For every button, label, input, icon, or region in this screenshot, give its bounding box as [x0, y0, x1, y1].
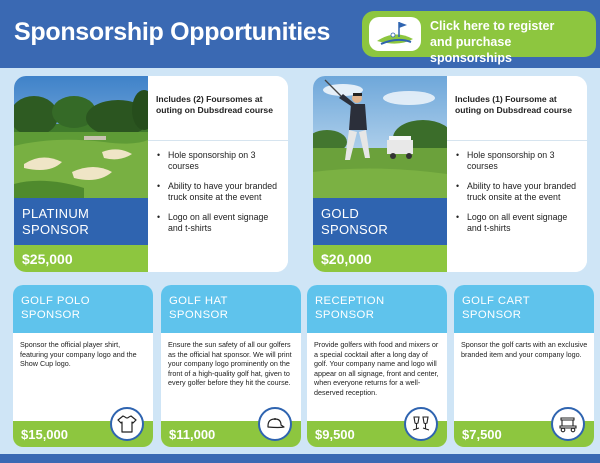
gold-sponsor-card	[313, 76, 587, 272]
tier-description	[447, 76, 587, 272]
golf-polo-sponsor-card	[13, 285, 153, 447]
tier-price: $20,000	[313, 245, 447, 272]
package-title-line1: GOLF POLO	[21, 295, 90, 307]
benefit-item: • Logo on all event signage and t-shirts	[156, 212, 284, 234]
package-price: $7,500	[462, 427, 502, 442]
tier-price: $25,000	[14, 245, 148, 272]
includes-text: Includes (2) Foursomes at outing on Dubsdread course	[156, 94, 273, 115]
register-button[interactable]	[362, 11, 596, 65]
footer-bar	[0, 454, 600, 463]
package-description: Sponsor the official player shirt, featuring your company logo and the Show Cup logo.	[20, 340, 137, 369]
benefit-item: • Logo on all event signage and t-shirts	[455, 212, 583, 234]
package-title-line2: SPONSOR	[21, 309, 81, 321]
register-label-line2: and purchase sponsorships	[430, 35, 512, 65]
divider	[447, 140, 587, 141]
includes-text: Includes (1) Foursome at outing on Dubsdread course	[455, 94, 572, 115]
tier-name-line1: GOLD	[321, 206, 360, 221]
package-title-line1: RECEPTION	[315, 295, 385, 307]
toast-icon	[404, 407, 438, 441]
package-description: Provide golfers with food and mixers or a special cocktail after a long day of golf. Your company name and logo will appear on all signage, front and center, when everyone returns for a well-deserved reception.	[314, 340, 439, 397]
page-title: Sponsorship Opportunities	[14, 18, 331, 46]
shirt-icon	[110, 407, 144, 441]
page-header	[0, 0, 600, 68]
package-title-line2: SPONSOR	[462, 309, 522, 321]
package-title	[13, 285, 153, 333]
golfer-photo	[313, 76, 447, 198]
benefit-item: • Ability to have your branded truck onsite at the event	[455, 181, 583, 203]
golf-cart-icon	[551, 407, 585, 441]
package-title-line1: GOLF CART	[462, 295, 531, 307]
divider	[148, 140, 288, 141]
register-label-line1: Click here to register	[430, 19, 555, 33]
benefit-item: • Hole sponsorship on 3 courses	[455, 150, 583, 172]
tier-name-line1: PLATINUM	[22, 206, 90, 221]
tier-name-line2: SPONSOR	[22, 222, 90, 237]
tier-description	[148, 76, 288, 272]
tier-label	[313, 198, 447, 245]
package-title-line2: SPONSOR	[169, 309, 229, 321]
tier-name-line2: SPONSOR	[321, 222, 389, 237]
package-title	[161, 285, 301, 333]
package-description: Ensure the sun safety of all our golfers as the official hat sponsor. We will print your company logo prominently on the front of a high-quality golf hat, given to every golfer before they hit the course.	[168, 340, 292, 388]
golf-logo-icon	[369, 17, 421, 51]
package-description: Sponsor the golf carts with an exclusive branded item and your company logo.	[461, 340, 588, 359]
package-title-line2: SPONSOR	[315, 309, 375, 321]
reception-sponsor-card	[307, 285, 447, 447]
benefits-list	[156, 150, 284, 243]
package-price: $11,000	[169, 427, 216, 442]
golf-cart-sponsor-card	[454, 285, 594, 447]
platinum-sponsor-card	[14, 76, 288, 272]
benefits-list	[455, 150, 583, 243]
golf-hat-sponsor-card	[161, 285, 301, 447]
package-title-line1: GOLF HAT	[169, 295, 228, 307]
package-price: $15,000	[21, 427, 68, 442]
hat-icon	[258, 407, 292, 441]
register-label[interactable]	[430, 18, 595, 66]
package-price: $9,500	[315, 427, 355, 442]
benefit-item: • Ability to have your branded truck onsite at the event	[156, 181, 284, 203]
package-title	[307, 285, 447, 333]
benefit-item: • Hole sponsorship on 3 courses	[156, 150, 284, 172]
golf-course-photo	[14, 76, 148, 198]
tier-label	[14, 198, 148, 245]
package-title	[454, 285, 594, 333]
